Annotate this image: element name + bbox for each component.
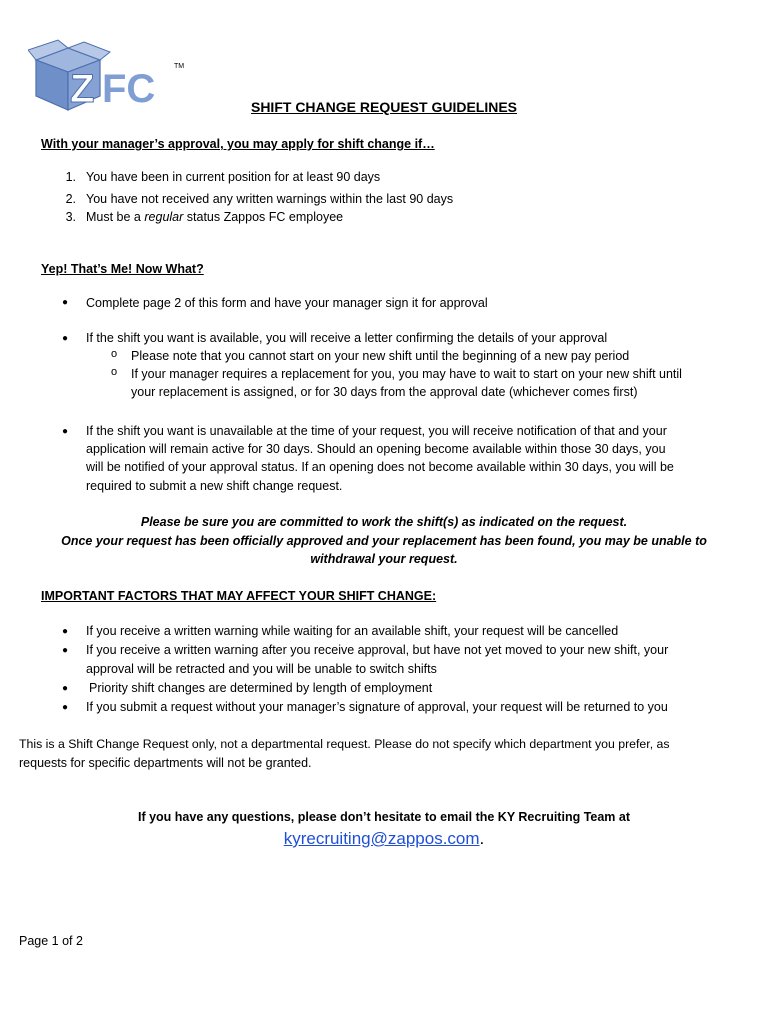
disclaimer-line: requests for specific departments will not be granted. (19, 756, 312, 770)
bullet-icon: ● (62, 626, 69, 637)
bullet-icon: ● (62, 297, 69, 308)
notice-line: Once your request has been officially approved and your replacement has been found, you may be unable to (61, 534, 707, 548)
factors-heading: IMPORTANT FACTORS THAT MAY AFFECT YOUR SHIFT CHANGE: (41, 589, 437, 603)
list-item: If you receive a written warning after you receive approval, but have not yet moved to your new shift, your (86, 643, 669, 657)
list-item: Please note that you cannot start on your new shift until the beginning of a new pay period (131, 349, 630, 363)
svg-text:TM: TM (174, 63, 185, 70)
list-item: 2. You have not received any written warnings within the last 90 days (65, 192, 454, 206)
email-link[interactable]: kyrecruiting@zappos.com (283, 829, 480, 848)
contact-email-line (0, 829, 768, 849)
bullet-icon: ● (62, 426, 69, 437)
list-item-cont: your replacement is assigned, or for 30 days from the approval date (whichever comes first) (131, 385, 638, 399)
list-item: 1. You have been in current position for at least 90 days (65, 170, 381, 184)
eligibility-heading: With your manager’s approval, you may apply for shift change if… (41, 137, 435, 151)
svg-text:FC: FC (102, 67, 156, 111)
bullet-icon: ● (62, 645, 69, 656)
next-steps-heading: Yep! That’s Me! Now What? (41, 262, 204, 276)
list-item: Priority shift changes are determined by length of employment (89, 681, 433, 695)
bullet-icon: ● (62, 683, 69, 694)
bullet-icon: ● (62, 333, 69, 344)
notice-line: Please be sure you are committed to work the shift(s) as indicated on the request. (140, 515, 628, 529)
contact-text: If you have any questions, please don’t hesitate to email the KY Recruiting Team at (137, 810, 631, 824)
bullet-icon: ● (62, 702, 69, 713)
page-number: Page 1 of 2 (19, 934, 83, 948)
sub-bullet-icon: o (111, 348, 118, 360)
list-item: If your manager requires a replacement for you, you may have to wait to start on your new shift until (131, 367, 682, 381)
email-period: . (479, 829, 485, 848)
page-title: SHIFT CHANGE REQUEST GUIDELINES (250, 99, 518, 115)
list-item: 3. Must be a regular status Zappos FC employee (65, 210, 344, 224)
list-item-cont: application will remain active for 30 days. Should an opening become available within those 30 days, you (86, 442, 666, 456)
list-item: If you submit a request without your manager’s signature of approval, your request will be returned to you (86, 700, 668, 714)
list-item: If the shift you want is available, you will receive a letter confirming the details of your approval (86, 331, 608, 345)
list-item: If the shift you want is unavailable at the time of your request, you will receive notification of that and your (86, 424, 667, 438)
sub-bullet-icon: o (111, 366, 118, 378)
disclaimer-line: This is a Shift Change Request only, not a departmental request. Please do not specify which department you prefer, as (19, 737, 670, 751)
list-item-cont: will be notified of your approval status. If an opening does not become available within 30 days, you will be (86, 460, 674, 474)
list-item-cont: required to submit a new shift change request. (86, 479, 343, 493)
list-item-cont: approval will be retracted and you will be unable to switch shifts (86, 662, 437, 676)
list-item: If you receive a written warning while waiting for an available shift, your request will be cancelled (86, 624, 619, 638)
list-item: Complete page 2 of this form and have your manager sign it for approval (86, 296, 488, 310)
notice-line: withdrawal your request. (310, 552, 458, 566)
svg-text:Z: Z (70, 67, 95, 111)
